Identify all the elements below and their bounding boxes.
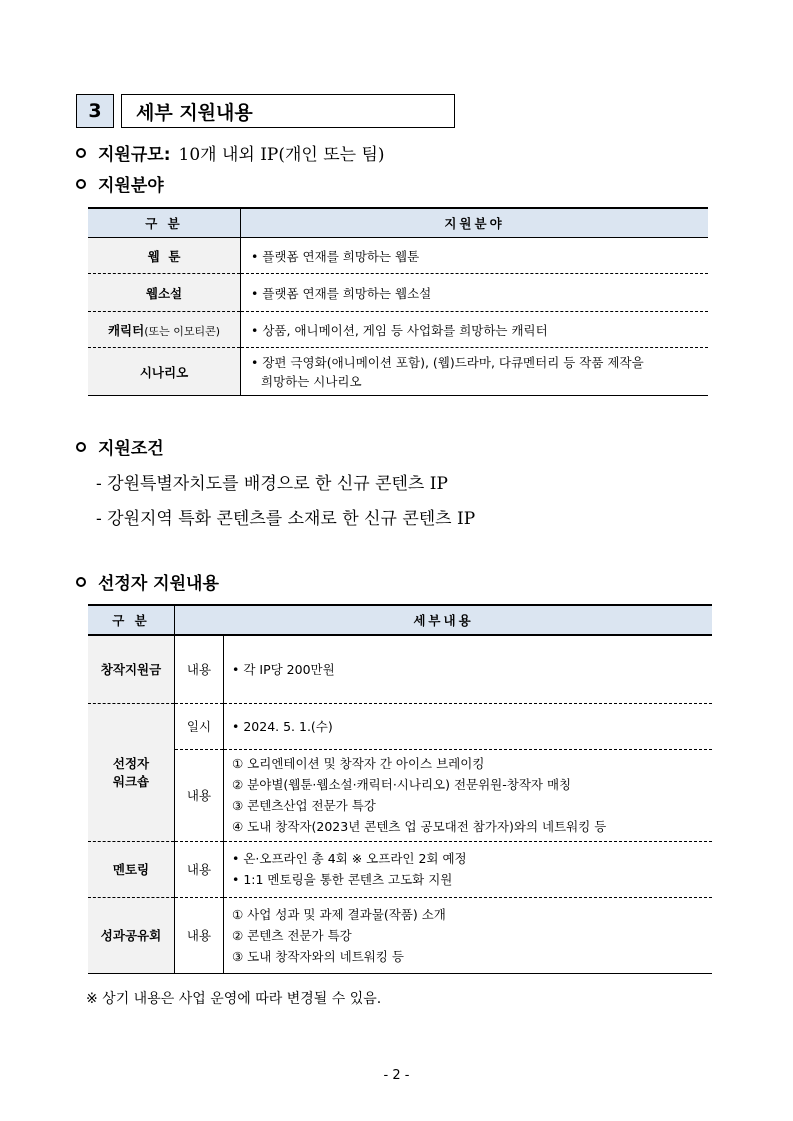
- row-desc: • 각 IP당 200만원: [224, 635, 713, 703]
- mentoring-item: • 1:1 멘토링을 통한 콘텐츠 고도화 지원: [232, 872, 453, 887]
- scale-line: [76, 140, 385, 165]
- sharing-item: ② 콘텐츠 전문가 특강: [232, 927, 352, 943]
- workshop-item: ③ 콘텐츠산업 전문가 특강: [232, 798, 376, 813]
- fields-table: [88, 207, 708, 396]
- table-row: [88, 749, 712, 841]
- row-sub: 내용: [175, 635, 224, 703]
- category-label: 웹 툰: [147, 248, 181, 264]
- selected-heading: [76, 569, 219, 594]
- circle-bullet-icon: [76, 148, 86, 158]
- scale-label: 지원규모:: [98, 145, 171, 165]
- desc-line: • 장편 극영화(애니메이션 포함), (웹)드라마, 다큐멘터리 등 작품 제작을: [251, 354, 644, 370]
- table-row: [88, 274, 708, 312]
- circle-bullet-icon: [76, 442, 86, 452]
- category-label: 웹소설: [145, 285, 183, 301]
- category-label: 시나리오: [139, 364, 189, 380]
- category-note: (또는 이모티콘): [144, 324, 221, 338]
- header-category: 구 분: [88, 605, 175, 635]
- workshop-item: ② 분야별(웹툰·웹소설·캐릭터·시나리오) 전문위원-창작자 매칭: [232, 777, 572, 792]
- selected-heading-text: 선정자 지원내용: [98, 574, 219, 594]
- header-field: 지원분야: [241, 208, 709, 238]
- fields-heading: [76, 171, 164, 196]
- circle-bullet-icon: [76, 179, 86, 189]
- row-category: 멘토링: [88, 841, 175, 897]
- workshop-item: ④ 도내 창작자(2023년 콘텐츠 업 공모대전 참가자)와의 네트워킹 등: [232, 819, 607, 834]
- header-detail: 세부내용: [175, 605, 713, 635]
- row-desc: • 플랫폼 연재를 희망하는 웹툰: [241, 238, 709, 274]
- circle-bullet-icon: [76, 577, 86, 587]
- workshop-item: ① 오리엔테이션 및 창작자 간 아이스 브레이킹: [232, 756, 485, 771]
- table-row: [88, 703, 712, 749]
- table-row: [88, 348, 708, 396]
- row-category: [88, 238, 241, 274]
- row-category: [88, 312, 241, 348]
- row-desc: • 상품, 애니메이션, 게임 등 사업화를 희망하는 캐릭터: [241, 312, 709, 348]
- row-desc: [224, 749, 713, 841]
- selected-table: [88, 604, 712, 974]
- section-title: 세부 지원내용: [121, 94, 455, 128]
- conditions-heading-text: 지원조건: [98, 439, 164, 459]
- row-category: [88, 348, 241, 396]
- row-desc: • 2024. 5. 1.(수): [224, 703, 713, 749]
- row-category: [88, 703, 175, 841]
- row-desc: • 플랫폼 연재를 희망하는 웹소설: [241, 274, 709, 312]
- section-number: 3: [76, 94, 114, 128]
- condition-item: - 강원지역 특화 콘텐츠를 소재로 한 신규 콘텐츠 IP: [96, 509, 476, 529]
- row-desc: [224, 897, 713, 973]
- category-label: 캐릭터: [107, 322, 145, 338]
- table-row: [88, 312, 708, 348]
- scale-value: 10개 내외 IP(개인 또는 팀): [178, 145, 385, 165]
- row-sub: 내용: [175, 897, 224, 973]
- table-row: [88, 635, 712, 703]
- table-row: [88, 897, 712, 973]
- row-sub: 내용: [175, 841, 224, 897]
- header-category: 구 분: [88, 208, 241, 238]
- selected-table-header: [88, 605, 712, 635]
- row-category: 창작지원금: [88, 635, 175, 703]
- row-sub: 내용: [175, 749, 224, 841]
- condition-item: - 강원특별자치도를 배경으로 한 신규 콘텐츠 IP: [96, 474, 448, 494]
- row-sub: 일시: [175, 703, 224, 749]
- row-desc: [224, 841, 713, 897]
- mentoring-item: • 온·오프라인 총 4회 ※ 오프라인 2회 예정: [232, 851, 467, 866]
- row-category: 성과공유회: [88, 897, 175, 973]
- category-line: 워크숍: [112, 774, 150, 789]
- category-line: 선정자: [112, 756, 150, 771]
- fields-table-header: [88, 208, 708, 238]
- table-row: [88, 841, 712, 897]
- page-number: - 2 -: [383, 1068, 410, 1083]
- row-desc: [241, 348, 709, 396]
- sharing-item: ① 사업 성과 및 과제 결과물(작품) 소개: [232, 906, 446, 922]
- fields-heading-text: 지원분야: [98, 176, 164, 196]
- table-row: [88, 238, 708, 274]
- note: ※ 상기 내용은 사업 운영에 따라 변경될 수 있음.: [86, 991, 382, 1007]
- desc-line: 희망하는 시나리오: [261, 373, 362, 389]
- conditions-heading: [76, 434, 164, 459]
- sharing-item: ③ 도내 창작자와의 네트워킹 등: [232, 948, 405, 964]
- row-category: [88, 274, 241, 312]
